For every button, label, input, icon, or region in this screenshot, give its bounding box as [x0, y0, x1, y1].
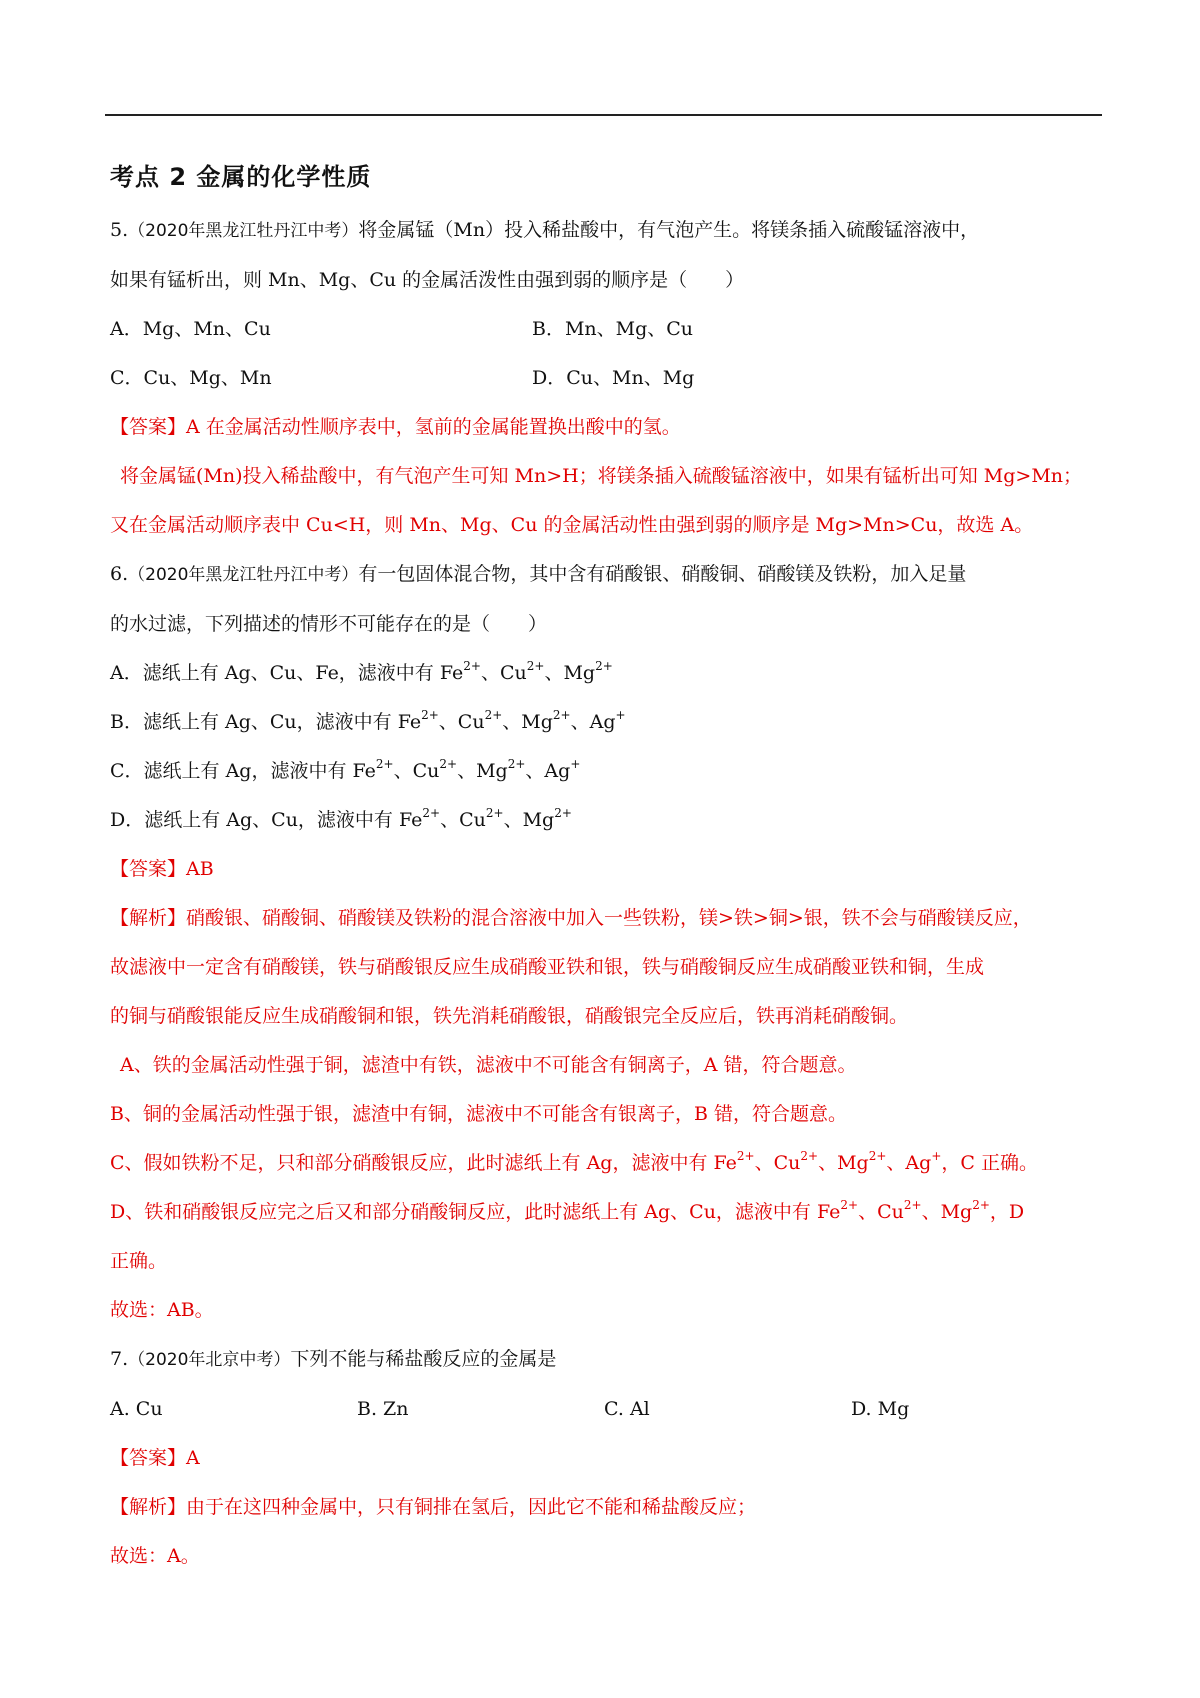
header-rule [105, 114, 1102, 116]
ion-mg: 、Mg [503, 809, 555, 831]
q6-number: 6. [110, 563, 129, 585]
ion-cu: 、Cu [440, 809, 486, 831]
document-body [110, 150, 1100, 1581]
q5-options-row2 [110, 354, 1100, 403]
q6-analysis-a: A、铁的金属活动性强于铜，滤渣中有铁，滤液中不可能含有铜离子，A 错，符合题意。 [120, 1054, 857, 1076]
q6-option-a-text: A．滤纸上有 Ag、Cu、Fe，滤液中有 [110, 662, 440, 684]
ion-ag: 、Ag [570, 711, 616, 733]
ion-charge: 2+ [507, 757, 526, 771]
q6-analysis-d [110, 1188, 1100, 1237]
ion-fe: Fe [439, 662, 464, 684]
q5-option-d: D．Cu、Mn、Mg [532, 367, 695, 389]
ion-charge: 2+ [375, 757, 394, 771]
q5-answer: 【答案】A 在金属活动性顺序表中，氢前的金属能置换出酸中的氢。 [110, 416, 681, 438]
q6-stem-line1 [110, 550, 1100, 600]
q6-analysis-line2: 故滤液中一定含有硝酸镁，铁与硝酸银反应生成硝酸亚铁和银，铁与硝酸铜反应生成硝酸亚铁和铜，生成 [110, 956, 985, 978]
ion-charge: 2+ [485, 806, 504, 820]
ion-charge: 2+ [554, 806, 572, 820]
q6-analysis-d-line2: 正确。 [110, 1250, 168, 1272]
q6-analysis-b: B、铜的金属活动性强于银，滤渣中有铜，滤液中不可能含有银离子，B 错，符合题意。 [110, 1103, 847, 1125]
q6-analysis-c [110, 1139, 1100, 1188]
ion-fe: Fe [816, 1201, 841, 1223]
q7-conclusion: 故选：A。 [110, 1545, 200, 1567]
q5-stem-line2: 如果有锰析出，则 Mn、Mg、Cu 的金属活泼性由强到弱的顺序是（ ） [110, 269, 745, 291]
q7-number: 7. [110, 1348, 129, 1370]
ion-charge: 2+ [526, 659, 545, 673]
ion-cu: 、Cu [393, 760, 440, 782]
q5-option-c: C．Cu、Mg、Mn [110, 367, 272, 389]
q7-option-b: B. Zn [357, 1398, 409, 1420]
ion-mg: 、Mg [502, 711, 553, 733]
ion-ag: 、Ag [886, 1152, 932, 1174]
q6-stem-line2: 的水过滤，下列描述的情形不可能存在的是（ ） [110, 613, 548, 635]
q7-analysis: 【解析】由于在这四种金属中，只有铜排在氢后，因此它不能和稀盐酸反应； [110, 1496, 757, 1518]
q7-option-c: C. Al [604, 1398, 650, 1420]
q6-analysis-c-text: C、假如铁粉不足，只和部分硝酸银反应，此时滤纸上有 Ag，滤液中有 [110, 1152, 714, 1174]
q7-option-a: A. Cu [110, 1398, 163, 1420]
ion-charge: 2+ [439, 757, 458, 771]
q6-stem-text: 有一包固体混合物，其中含有硝酸银、硝酸铜、硝酸镁及铁粉，加入足量 [358, 563, 967, 585]
q6-source: （2020年黑龙江牡丹江中考） [128, 565, 359, 585]
q5-stem-line1 [110, 206, 1100, 256]
q7-stem-text: 下列不能与稀盐酸反应的金属是 [290, 1348, 557, 1370]
ion-ag: 、Ag [525, 760, 571, 782]
ion-cu: 、Cu [858, 1201, 904, 1223]
ion-charge: + [570, 757, 581, 771]
q6-analysis-line3: 的铜与硝酸银能反应生成硝酸铜和银，铁先消耗硝酸银，硝酸银完全反应后，铁再消耗硝酸铜。 [110, 1005, 909, 1027]
ion-charge: 2+ [800, 1149, 819, 1163]
ion-charge: 2+ [736, 1149, 755, 1163]
ion-charge: 2+ [421, 708, 439, 722]
q5-option-b: B．Mn、Mg、Cu [532, 318, 694, 340]
q7-answer: 【答案】A [110, 1447, 200, 1469]
ion-charge: 2+ [552, 708, 571, 722]
q6-option-c [110, 747, 1100, 796]
ion-charge: + [615, 708, 626, 722]
q6-answer: 【答案】AB [110, 858, 214, 880]
q7-options [110, 1385, 1100, 1434]
ion-mg: 、Mg [544, 662, 596, 684]
q5-analysis-line1: 将金属锰(Mn)投入稀盐酸中，有气泡产生可知 Mn>H；将镁条插入硫酸锰溶液中，如果有锰析出可知 Mg>Mn； [120, 465, 1083, 487]
ion-charge: 2+ [484, 708, 503, 722]
q5-analysis-line2: 又在金属活动顺序表中 Cu<H，则 Mn、Mg、Cu 的金属活动性由强到弱的顺序是 Mg>Mn>Cu，故选 A。 [110, 514, 1034, 536]
q6-option-d-text: D．滤纸上有 Ag、Cu，滤液中有 [110, 809, 399, 831]
q6-analysis-line1: 【解析】硝酸银、硝酸铜、硝酸镁及铁粉的混合溶液中加入一些铁粉，镁>铁>铜>银，铁不会与硝酸镁反应， [110, 907, 1032, 929]
q5-source: （2020年黑龙江牡丹江中考） [128, 221, 359, 241]
q6-analysis-d-text: D、铁和硝酸银反应完之后又和部分硝酸铜反应，此时滤纸上有 Ag、Cu，滤液中有 [110, 1201, 817, 1223]
q6-option-d [110, 796, 1100, 845]
ion-cu: 、Cu [438, 711, 485, 733]
ion-charge: 2+ [422, 806, 441, 820]
q6-conclusion: 故选：AB。 [110, 1299, 214, 1321]
ion-mg: 、Mg [457, 760, 508, 782]
q7-stem [110, 1335, 1100, 1385]
ion-charge: + [931, 1149, 942, 1163]
section-title: 考点 2 金属的化学性质 [110, 163, 372, 191]
ion-charge: 2+ [868, 1149, 887, 1163]
ion-cu: 、Cu [754, 1152, 801, 1174]
q7-source: （2020年北京中考） [128, 1350, 291, 1370]
q6-option-b [110, 698, 1100, 747]
ion-fe: Fe [397, 711, 422, 733]
q6-analysis-d-end: ，D [989, 1201, 1025, 1223]
ion-charge: 2+ [463, 659, 481, 673]
ion-mg: 、Mg [818, 1152, 869, 1174]
q5-option-a: A．Mg、Mn、Cu [110, 318, 271, 340]
q6-option-b-text: B．滤纸上有 Ag、Cu，滤液中有 [110, 711, 398, 733]
q5-options-row1 [110, 305, 1100, 354]
ion-charge: 2+ [972, 1198, 990, 1212]
q6-analysis-c-end: ，C 正确。 [941, 1152, 1038, 1174]
ion-charge: 2+ [595, 659, 613, 673]
ion-cu: 、Cu [480, 662, 527, 684]
q6-option-c-text: C．滤纸上有 Ag，滤液中有 [110, 760, 353, 782]
ion-fe: Fe [398, 809, 423, 831]
ion-fe: Fe [352, 760, 376, 782]
q5-number: 5. [110, 219, 129, 241]
ion-mg: 、Mg [921, 1201, 973, 1223]
ion-fe: Fe [713, 1152, 737, 1174]
q6-option-a [110, 649, 1100, 698]
q7-option-d: D. Mg [851, 1398, 910, 1420]
ion-charge: 2+ [903, 1198, 922, 1212]
ion-charge: 2+ [840, 1198, 859, 1212]
q5-stem-text: 将金属锰（Mn）投入稀盐酸中，有气泡产生。将镁条插入硫酸锰溶液中， [358, 219, 980, 241]
